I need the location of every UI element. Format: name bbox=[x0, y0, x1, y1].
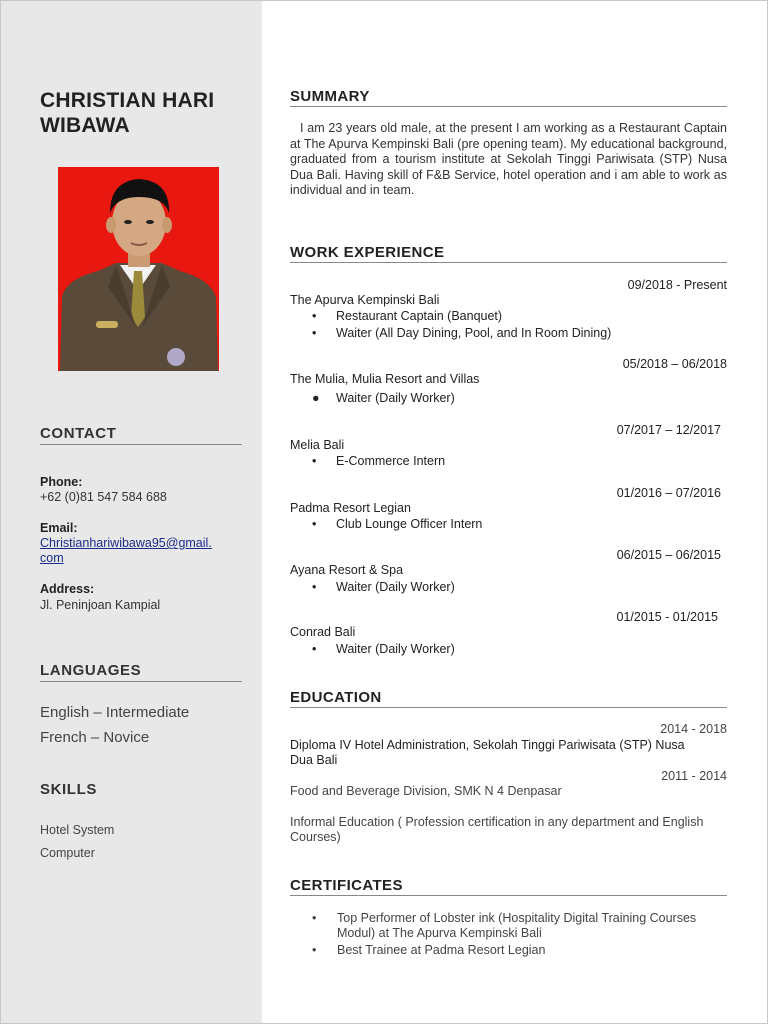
contact-heading: CONTACT bbox=[40, 425, 242, 445]
address-value: Jl. Peninjoan Kampial bbox=[40, 598, 161, 612]
job-org: Padma Resort Legian bbox=[290, 501, 411, 515]
job-date: 01/2015 - 01/2015 bbox=[616, 610, 718, 624]
candidate-name: CHRISTIAN HARI WIBAWA bbox=[40, 89, 215, 137]
job-date: 05/2018 – 06/2018 bbox=[622, 357, 727, 371]
certificate-item: • Best Trainee at Padma Resort Legian bbox=[312, 943, 546, 957]
job-org: Ayana Resort & Spa bbox=[290, 563, 404, 577]
certificate-item: • Top Performer of Lobster ink (Hospitality Digital Training Courses Modul) at The Apurva Kempinski Bali bbox=[312, 911, 697, 940]
email-link[interactable] bbox=[40, 536, 212, 566]
education-date: 2011 - 2014 bbox=[661, 769, 727, 783]
profile-photo bbox=[58, 167, 219, 371]
summary-text: I am 23 years old male, at the present I am working as a Restaurant Captain at The Apurva Kempinski Bali (pre opening team). My educational background, graduated from a tourism institute at Sekolah Tinggi Pariwisata (STP) Nusa Dua Bali. Having skill of F&B Service, hotel operation and i am able to work as individual and in team. bbox=[290, 121, 727, 197]
job-org: Melia Bali bbox=[290, 438, 345, 452]
skills-heading: SKILLS bbox=[40, 781, 97, 798]
job-date: 07/2017 – 12/2017 bbox=[616, 423, 721, 437]
work-experience-heading: WORK EXPERIENCE bbox=[290, 244, 727, 263]
education-entry: Food and Beverage Division, SMK N 4 Denpasar bbox=[290, 784, 562, 798]
job-role: • Waiter (Daily Worker) bbox=[312, 580, 455, 594]
job-role: • Restaurant Captain (Banquet) bbox=[312, 309, 503, 323]
language-item: French – Novice bbox=[40, 729, 150, 746]
skill-item: Hotel System bbox=[40, 823, 115, 837]
job-role: • Waiter (Daily Worker) bbox=[312, 642, 455, 656]
job-org: The Mulia, Mulia Resort and Villas bbox=[290, 372, 480, 386]
job-role: • Club Lounge Officer Intern bbox=[312, 517, 483, 531]
job-org: Conrad Bali bbox=[290, 625, 356, 639]
languages-heading: LANGUAGES bbox=[40, 662, 242, 682]
skill-item: Computer bbox=[40, 846, 95, 860]
education-date: 2014 - 2018 bbox=[660, 722, 727, 736]
job-role: • E-Commerce Intern bbox=[312, 454, 446, 468]
phone-value: +62 (0)81 547 584 688 bbox=[40, 490, 167, 504]
job-date: 06/2015 – 06/2015 bbox=[616, 548, 721, 562]
email-line-2[interactable]: com bbox=[40, 551, 64, 565]
job-role: • Waiter (All Day Dining, Pool, and In Room Dining) bbox=[312, 326, 612, 340]
phone-label: Phone: bbox=[40, 475, 83, 489]
job-date: 09/2018 - Present bbox=[627, 278, 727, 292]
education-entry: Diploma IV Hotel Administration, Sekolah Tinggi Pariwisata (STP) Nusa Dua Bali bbox=[290, 738, 685, 767]
language-item: English – Intermediate bbox=[40, 704, 190, 721]
certificates-heading: CERTIFICATES bbox=[290, 877, 727, 896]
education-heading: EDUCATION bbox=[290, 689, 727, 708]
job-role: ● Waiter (Daily Worker) bbox=[312, 391, 455, 405]
email-label: Email: bbox=[40, 521, 78, 535]
email-line-1[interactable]: Christianhariwibawa95@gmail. bbox=[40, 536, 212, 550]
informal-education: Informal Education ( Profession certification in any department and English Courses) bbox=[290, 815, 704, 844]
address-label: Address: bbox=[40, 582, 95, 596]
sidebar bbox=[1, 1, 262, 1023]
summary-heading: SUMMARY bbox=[290, 88, 727, 107]
job-date: 01/2016 – 07/2016 bbox=[616, 486, 721, 500]
job-org: The Apurva Kempinski Bali bbox=[290, 293, 440, 307]
